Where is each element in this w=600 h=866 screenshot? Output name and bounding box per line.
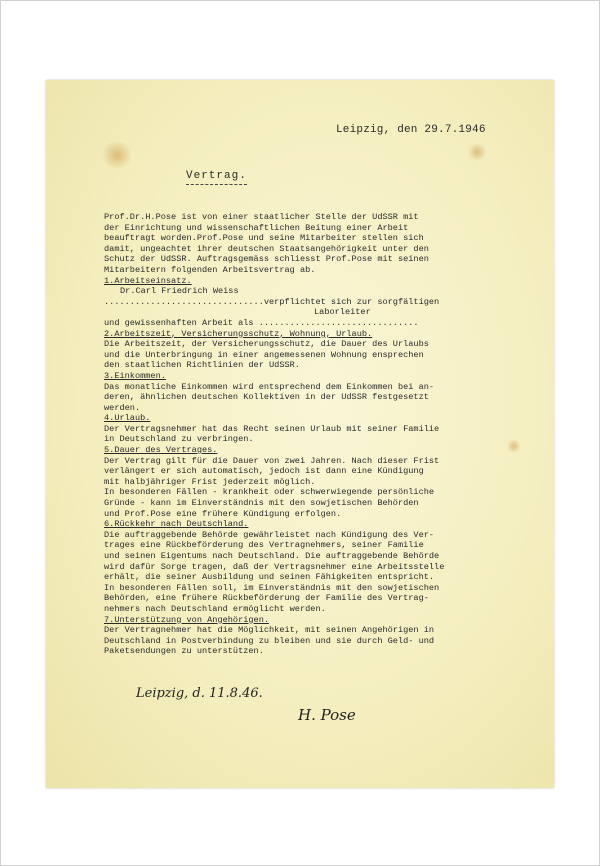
contract-line: Schutz der UdSSR. Auftragsgemäss schliesst Prof.Pose mit seinen — [104, 254, 429, 265]
contract-line: Gründe - kann im Einverständnis mit den sowjetischen Behörden — [104, 498, 419, 509]
contract-line: Deutschland in Postverbindung zu bleiben und sie durch Geld- und — [104, 635, 435, 646]
contract-line: Mitarbeitern folgenden Arbeitsvertrag ab. — [104, 264, 316, 275]
contract-line: ...............................verpflichtet sich zur sorgfältigen — [104, 296, 440, 307]
contract-line: In besonderen Fällen soll, im Einverständnis mit den sowjetischen — [104, 582, 440, 593]
contract-line: mit halbjähriger Frist jederzeit möglich. — [104, 476, 316, 487]
contract-line: Der Vertragnehmer hat die Möglichkeit, mit seinen Angehörigen in — [104, 625, 435, 636]
contract-line: Behörden, eine frühere Rückbeförderung der Familie des Vertrag- — [104, 593, 429, 604]
contract-line: erhält, die seiner Ausbildung und seinen Fähigkeiten entspricht. — [104, 572, 435, 583]
contract-line: und Prof.Pose eine frühere Kündigung erfolgen. — [104, 508, 342, 519]
section-heading: 1.Arbeitseinsatz. — [104, 275, 192, 286]
contract-line: wird dafür Sorge tragen, daß der Vertragsnehmer eine Arbeitsstelle — [104, 561, 445, 572]
contract-line: in Deutschland zu verbringen. — [104, 434, 254, 445]
contract-line: Dr.Carl Friedrich Weiss — [120, 286, 239, 297]
contract-line: Die Arbeitszeit, der Versicherungsschutz, die Dauer des Urlaubs — [104, 339, 429, 350]
contract-line: trages eine Rückbeförderung des Vertragnehmers, seiner Familie — [104, 540, 424, 551]
section-heading: 7.Unterstützung von Angehörigen. — [104, 614, 270, 625]
contract-line: Das monatliche Einkommen wird entsprechend dem Einkommen bei an- — [104, 381, 435, 392]
contract-line: In besonderen Fällen - krankheit oder schwerwiegende persönliche — [104, 487, 435, 498]
contract-line: nehmers nach Deutschland ermöglicht werden. — [104, 603, 326, 614]
section-heading: 4.Urlaub. — [104, 413, 151, 424]
contract-line: Die auftraggebende Behörde gewährleistet nach Kündigung des Ver- — [104, 529, 435, 540]
section-heading: 5.Dauer des Vertrages. — [104, 445, 218, 456]
document-date: Leipzig, den 29.7.1946 — [336, 124, 486, 136]
contract-body — [104, 212, 534, 657]
contract-line: der Einrichtung und wissenschaftlichen Beitung einer Arbeit — [104, 222, 409, 233]
stain-mark — [466, 144, 488, 160]
contract-line: deren, ähnlichen deutschen Kollektiven in der UdSSR festgesetzt — [104, 392, 429, 403]
contract-line: damit, ungeachtet ihrer deutschen Staatsangehörigkeit unter den — [104, 243, 429, 254]
contract-line: Laborleiter — [314, 307, 371, 318]
contract-line: Paketsendungen zu unterstützen. — [104, 646, 264, 657]
contract-line: den staatlichen Richtlinien der UdSSR. — [104, 360, 300, 371]
contract-document — [46, 80, 554, 788]
contract-line: verlängert er sich automatisch, jedoch ist dann eine Kündigung — [104, 466, 424, 477]
section-heading: 3.Einkommen. — [104, 370, 166, 381]
signature-place-date: Leipzig, d. 11.8.46. — [136, 686, 263, 701]
contract-line: Der Vertragsnehmer hat das Recht seinen Urlaub mit seiner Familie — [104, 423, 440, 434]
document-title: Vertrag. — [186, 170, 247, 185]
signature-name: H. Pose — [298, 706, 356, 724]
contract-line: und gewissenhaften Arbeit als ............................... — [104, 317, 419, 328]
contract-line: Prof.Dr.H.Pose ist von einer staatlicher Stelle der UdSSR mit — [104, 212, 419, 222]
contract-line: und seinen Eigentums nach Deutschland. Die auftraggebende Behörde — [104, 551, 440, 561]
contract-line: und die Unterbringung in einer angemessenen Wohnung ensprechen — [104, 349, 424, 360]
section-heading: 2.Arbeitszeit, Versicherungsschutz, Wohnung, Urlaub. — [104, 328, 373, 339]
contract-line: Der Vertrag gilt für die Dauer von zwei Jahren. Nach dieser Frist — [104, 455, 440, 466]
section-heading: 6.Rückkehr nach Deutschland. — [104, 519, 249, 530]
contract-line: beauftragt worden.Prof.Pose und seine Mitarbeiter stellen sich — [104, 233, 424, 244]
stain-mark — [100, 142, 134, 168]
contract-line: werden. — [104, 402, 141, 413]
